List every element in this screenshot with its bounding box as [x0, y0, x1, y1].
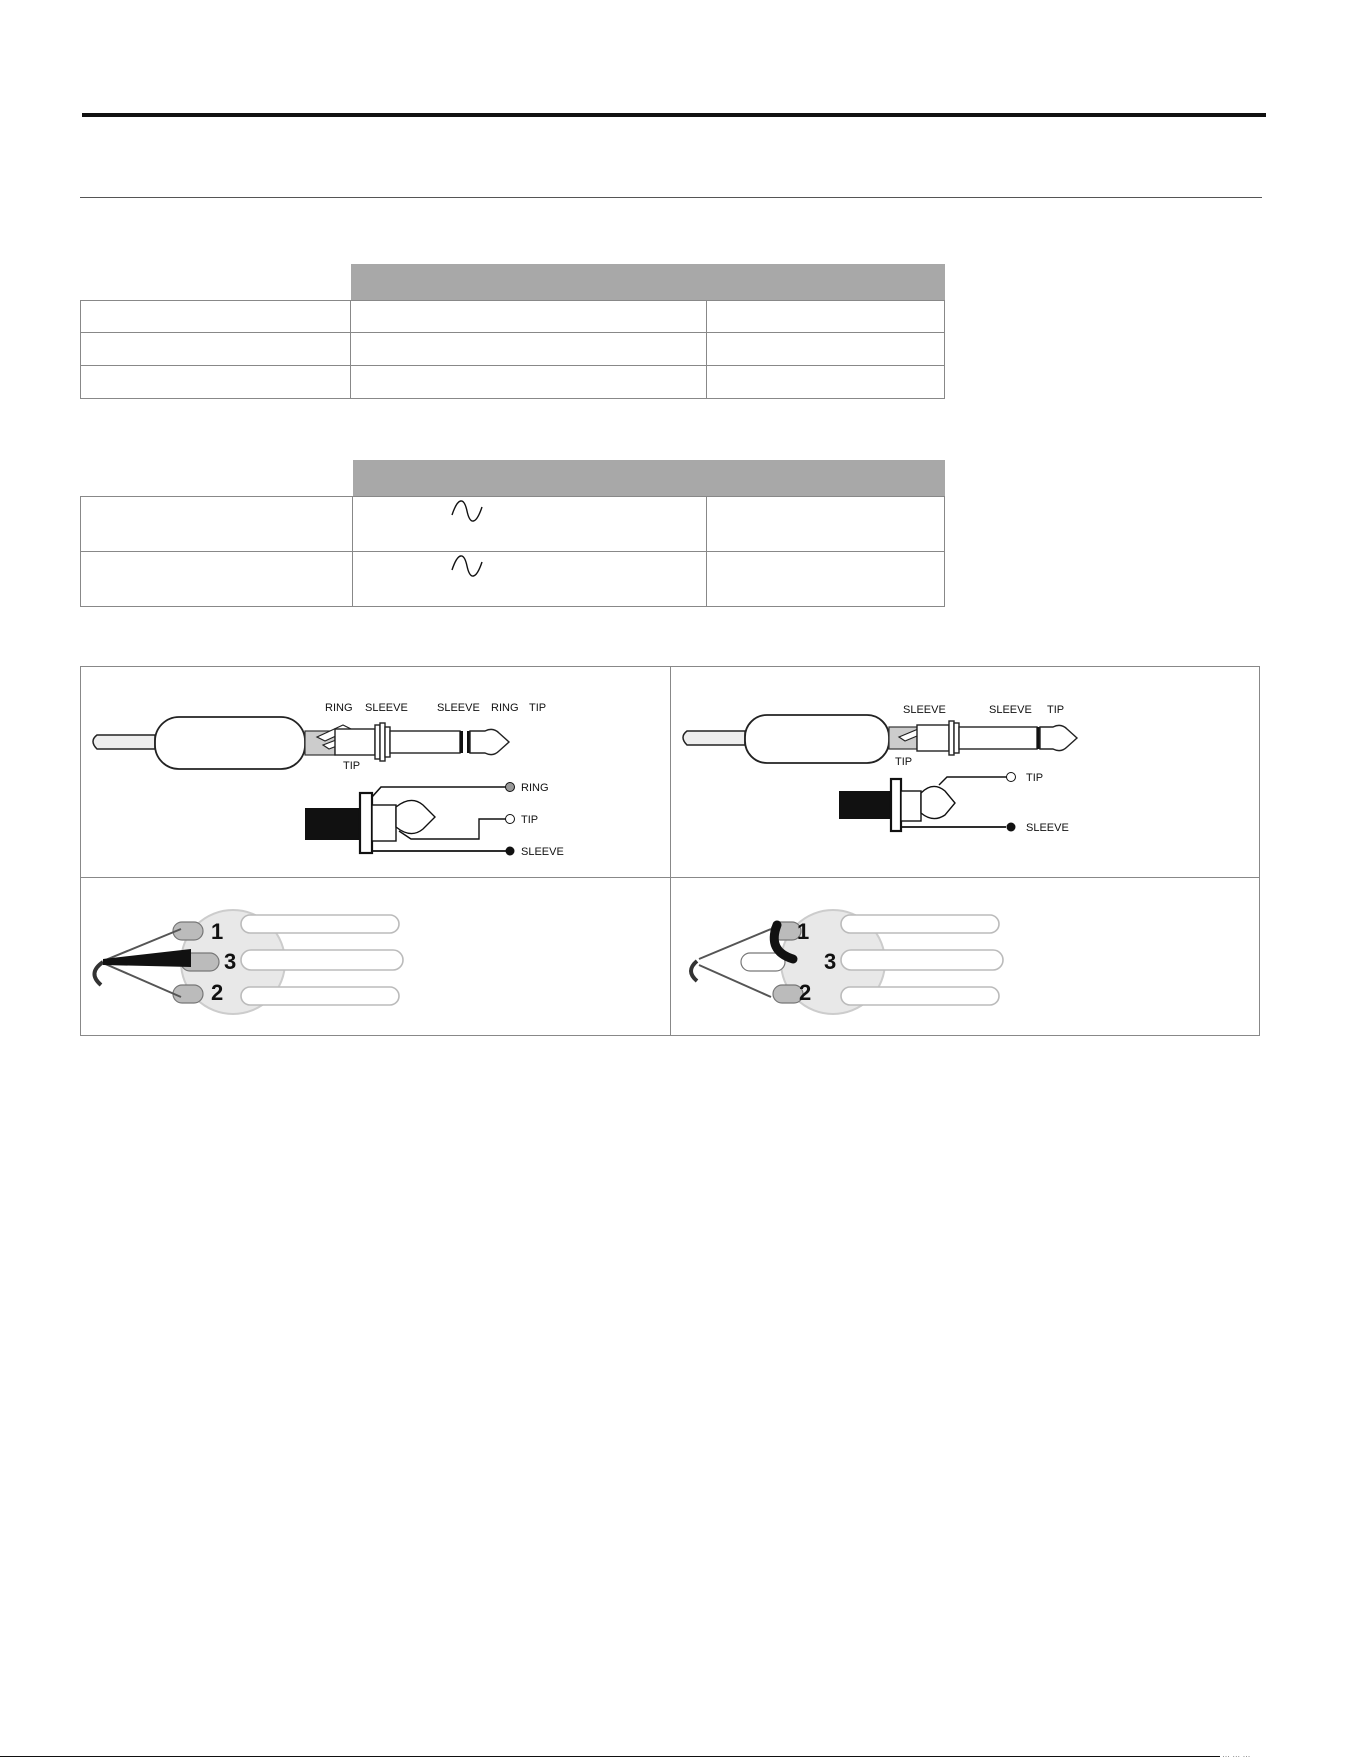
section-rule	[80, 197, 1262, 198]
spec-table-2	[80, 460, 945, 607]
trs-top-label: RING	[491, 702, 519, 714]
table-cell	[351, 332, 707, 365]
table-row	[81, 300, 945, 332]
ts-tip-label: TIP	[895, 756, 913, 768]
trs-top-label: TIP	[529, 702, 547, 714]
table-cell	[81, 332, 351, 365]
table-cell	[353, 551, 707, 606]
table-row	[81, 496, 945, 551]
ts-top-label: SLEEVE	[903, 704, 946, 716]
sine-wave-icon	[450, 555, 484, 580]
trs-jack-icon	[305, 783, 515, 856]
spec-table-1	[80, 264, 945, 399]
table-cell	[707, 496, 945, 551]
table-cell	[351, 365, 707, 398]
ts-top-label: SLEEVE	[989, 704, 1032, 716]
ts-top-label: TIP	[1047, 704, 1065, 716]
table-cell	[707, 365, 945, 398]
trs-top-label: SLEEVE	[365, 702, 408, 714]
table-row	[81, 332, 945, 365]
footer-rule	[0, 1756, 1220, 1757]
table-cell	[81, 300, 351, 332]
xlr-pin-label: 3	[224, 949, 237, 974]
table-cell	[707, 332, 945, 365]
table-cell	[707, 551, 945, 606]
trs-top-label: SLEEVE	[437, 702, 480, 714]
trs-legend-label: RING	[521, 782, 549, 794]
ts-jack-legend	[1026, 772, 1069, 834]
trs-jack-legend	[521, 782, 564, 858]
table-cell	[707, 300, 945, 332]
trs-legend-label: TIP	[521, 814, 539, 826]
xlr-pin-label: 2	[799, 980, 812, 1005]
trs-tip-label: TIP	[343, 760, 361, 772]
sine-wave-icon	[450, 500, 484, 525]
table-cell	[351, 300, 707, 332]
xlr-pin-label: 1	[211, 919, 224, 944]
table-cell	[81, 551, 353, 606]
table-header-cell	[351, 264, 945, 300]
ts-jack-icon	[839, 773, 1016, 832]
table-cell	[353, 496, 707, 551]
connector-wiring-diagram	[80, 666, 1260, 1036]
ts-plug-icon	[683, 715, 1077, 763]
xlr-pin-label: 1	[797, 919, 810, 944]
table-header-blank	[81, 264, 351, 300]
trs-top-label: RING	[325, 702, 353, 714]
trs-plug-icon	[93, 717, 509, 769]
xlr-connector-icon	[94, 910, 403, 1014]
xlr-pin-label: 2	[211, 980, 224, 1005]
footer-text: … … …	[1222, 1750, 1251, 1759]
ts-legend-label: SLEEVE	[1026, 822, 1069, 834]
table-cell	[81, 365, 351, 398]
table-header-cell	[353, 460, 945, 496]
table-header-row	[81, 264, 945, 300]
table-cell	[81, 496, 353, 551]
table-header-blank	[81, 460, 353, 496]
table-row	[81, 551, 945, 606]
header-rule	[82, 113, 1266, 117]
xlr-connector-icon	[691, 910, 1003, 1014]
xlr-pin-label: 3	[824, 949, 837, 974]
table-row	[81, 365, 945, 398]
trs-legend-label: SLEEVE	[521, 846, 564, 858]
table-header-row	[81, 460, 945, 496]
ts-legend-label: TIP	[1026, 772, 1044, 784]
